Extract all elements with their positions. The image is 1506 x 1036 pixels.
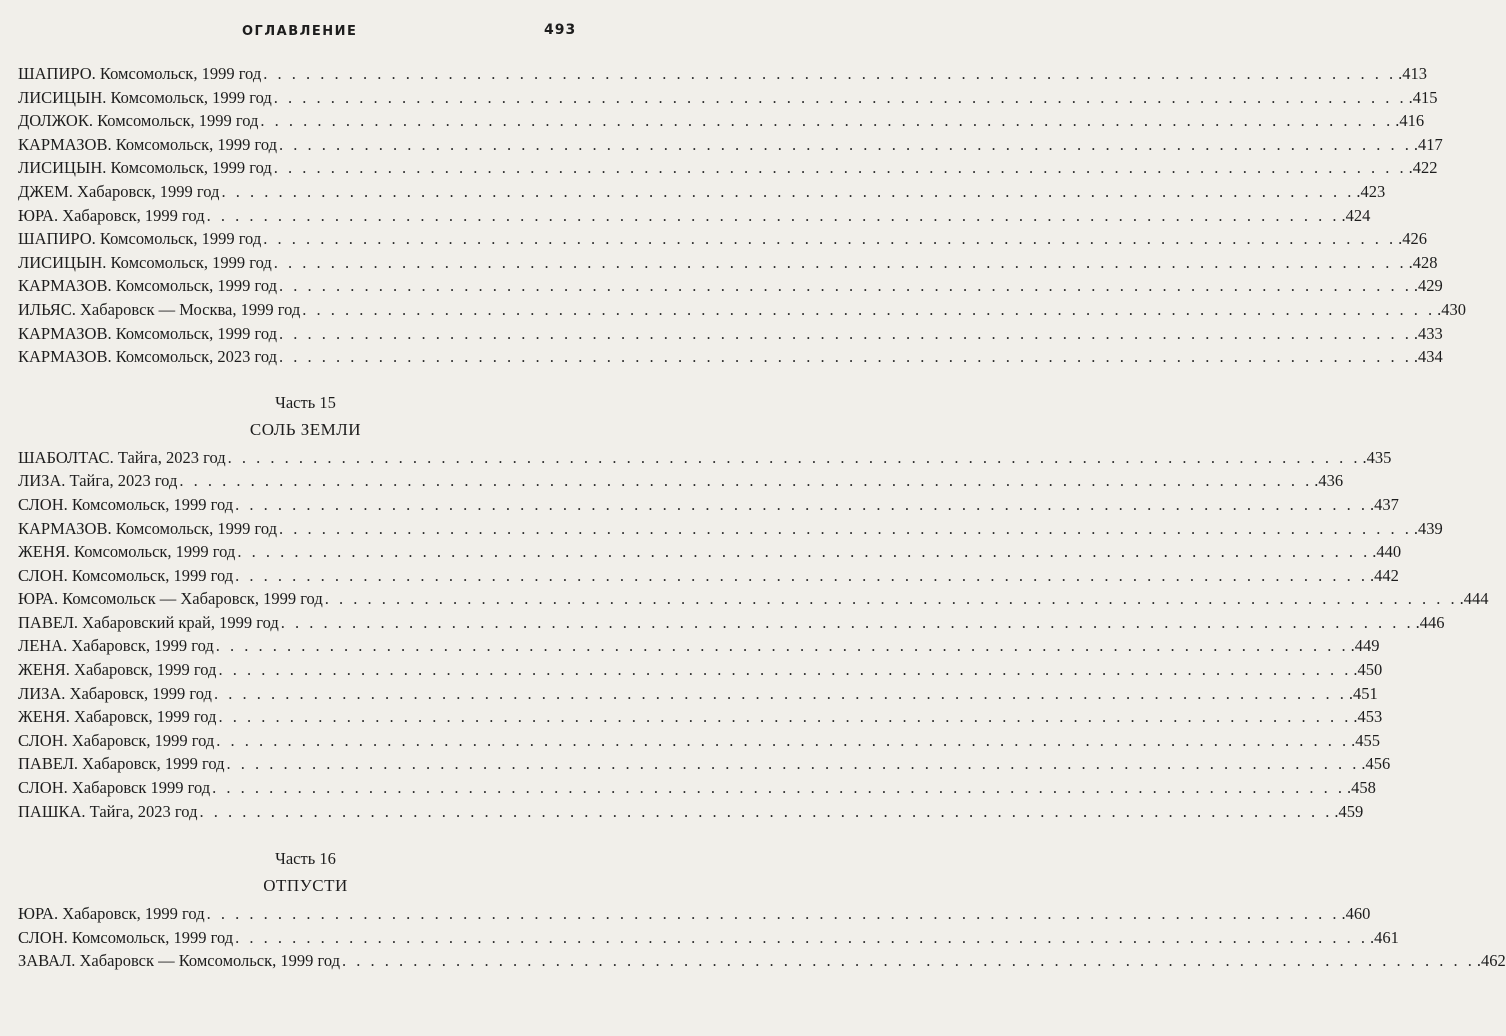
part-16-title: ОТПУСТИ	[263, 876, 348, 896]
toc-entry	[18, 682, 1378, 706]
toc-entry-page: .450	[1353, 660, 1383, 680]
toc-entry	[18, 156, 1438, 180]
toc-entry-title: ПАШКА. Тайга, 2023 год	[18, 801, 198, 821]
toc-entry-title: ЖЕНЯ. Хабаровск, 1999 год	[18, 707, 217, 727]
toc-entry-title: ЛИСИЦЫН. Комсомольск, 1999 год	[18, 158, 272, 178]
toc-entry-page: .460	[1341, 904, 1371, 924]
toc-leader-dots: . . . . . . . . . . . . . . . . . . . . . . . . . . . . . . . . . . . . . . . . . . . . . . . . . . . . . . . . . . . . . . . . . . . . . . . . . . . . . . . .	[213, 683, 1347, 703]
toc-entry-page: .429	[1413, 276, 1443, 296]
toc-entry-page: .435	[1362, 447, 1392, 467]
toc-entry	[18, 86, 1438, 110]
toc-leader-dots: . . . . . . . . . . . . . . . . . . . . . . . . . . . . . . . . . . . . . . . . . . . . . . . . . . . . . . . . . . . . . . . . . . . . . . . . . . . . . . . .	[206, 205, 1340, 225]
toc-leader-dots: . . . . . . . . . . . . . . . . . . . . . . . . . . . . . . . . . . . . . . . . . . . . . . . . . . . . . . . . . . . . . . . . . . . . . . . . . . . . . . . .	[273, 252, 1407, 272]
toc-entry-title: ШАПИРО. Комсомольск, 1999 год	[18, 229, 262, 249]
toc-entry-page: .446	[1415, 612, 1445, 632]
part-16-label: Часть 16	[275, 849, 336, 869]
toc-entry-title: КАРМАЗОВ. Комсомольск, 1999 год	[18, 276, 278, 296]
toc-entry	[18, 62, 1427, 86]
toc-entry	[18, 634, 1380, 658]
toc-entry	[18, 345, 1443, 369]
toc-entry-page: .439	[1413, 518, 1443, 538]
toc-entry	[18, 298, 1467, 322]
toc-entry-title: СЛОН. Комсомольск, 1999 год	[18, 927, 234, 947]
toc-entry-title: ЛИСИЦЫН. Комсомольск, 1999 год	[18, 252, 272, 272]
toc-leader-dots: . . . . . . . . . . . . . . . . . . . . . . . . . . . . . . . . . . . . . . . . . . . . . . . . . . . . . . . . . . . . . . . . . . . . . . . . . . . . . . . .	[227, 447, 1361, 467]
toc-entry-page: .437	[1370, 494, 1399, 514]
toc-entry-title: СЛОН. Комсомольск, 1999 год	[18, 565, 234, 585]
toc-entry-page: .458	[1347, 778, 1376, 798]
toc-entry-page: .449	[1350, 636, 1380, 656]
toc-entry-title: ШАПИРО. Комсомольск, 1999 год	[18, 64, 262, 83]
toc-leader-dots: . . . . . . . . . . . . . . . . . . . . . . . . . . . . . . . . . . . . . . . . . . . . . . . . . . . . . . . . . . . . . . . . . . . . . . . . . . . . . . . .	[221, 181, 1355, 201]
toc-entry	[18, 517, 1443, 541]
toc-leader-dots: . . . . . . . . . . . . . . . . . . . . . . . . . . . . . . . . . . . . . . . . . . . . . . . . . . . . . . . . . . . . . . . . . . . . . . . . . . . . . . . .	[273, 87, 1407, 107]
toc-entry-page: .434	[1413, 347, 1443, 367]
part-15-title: СОЛЬ ЗЕМЛИ	[249, 419, 362, 439]
toc-entry-title: СЛОН. Хабаровск, 1999 год	[18, 730, 215, 750]
toc-leader-dots: . . . . . . . . . . . . . . . . . . . . . . . . . . . . . . . . . . . . . . . . . . . . . . . . . . . . . . . . . . . . . . . . . . . . . . . . . . . . . . . .	[342, 951, 1475, 971]
toc-leader-dots: . . . . . . . . . . . . . . . . . . . . . . . . . . . . . . . . . . . . . . . . . . . . . . . . . . . . . . . . . . . . . . . . . . . . . . . . . . . . . . . .	[279, 276, 1412, 296]
toc-entry-page: .428	[1408, 252, 1438, 272]
toc-entry-page: .413	[1398, 64, 1427, 83]
toc-entry	[18, 251, 1438, 275]
toc-entry	[18, 204, 1371, 228]
toc-leader-dots: . . . . . . . . . . . . . . . . . . . . . . . . . . . . . . . . . . . . . . . . . . . . . . . . . . . . . . . . . . . . . . . . . . . . . . . . . . . . . . . .	[279, 323, 1412, 343]
toc-leader-dots: . . . . . . . . . . . . . . . . . . . . . . . . . . . . . . . . . . . . . . . . . . . . . . . . . . . . . . . . . . . . . . . . . . . . . . . . . . . . . . . .	[263, 64, 1397, 83]
toc-entry-title: ЖЕНЯ. Комсомольск, 1999 год	[18, 542, 236, 562]
toc-leader-dots: . . . . . . . . . . . . . . . . . . . . . . . . . . . . . . . . . . . . . . . . . . . . . . . . . . . . . . . . . . . . . . . . . . . . . . . . . . . . . . . .	[216, 730, 1350, 750]
toc-entry	[18, 274, 1443, 298]
toc-leader-dots: . . . . . . . . . . . . . . . . . . . . . . . . . . . . . . . . . . . . . . . . . . . . . . . . . . . . . . . . . . . . . . . . . . . . . . . . . . . . . . . .	[199, 801, 1333, 821]
toc-leader-dots: . . . . . . . . . . . . . . . . . . . . . . . . . . . . . . . . . . . . . . . . . . . . . . . . . . . . . . . . . . . . . . . . . . . . . . . . . . . . . . . .	[218, 707, 1352, 727]
toc-leader-dots: . . . . . . . . . . . . . . . . . . . . . . . . . . . . . . . . . . . . . . . . . . . . . . . . . . . . . . . . . . . . . . . . . . . . . . . . . . . . . . . .	[235, 565, 1369, 585]
toc-leader-dots: . . . . . . . . . . . . . . . . . . . . . . . . . . . . . . . . . . . . . . . . . . . . . . . . . . . . . . . . . . . . . . . . . . . . . . . . . . . . . . . .	[206, 904, 1340, 924]
toc-leader-dots: . . . . . . . . . . . . . . . . . . . . . . . . . . . . . . . . . . . . . . . . . . . . . . . . . . . . . . . . . . . . . . . . . . . . . . . . . . . . . . . .	[226, 754, 1360, 774]
toc-entry-page: .424	[1341, 205, 1371, 225]
toc-entry	[18, 133, 1443, 157]
toc-leader-dots: . . . . . . . . . . . . . . . . . . . . . . . . . . . . . . . . . . . . . . . . . . . . . . . . . . . . . . . . . . . . . . . . . . . . . . . . . . . . . . . .	[280, 612, 1414, 632]
toc-group-part-15	[18, 446, 1489, 824]
toc-entry	[18, 322, 1443, 346]
toc-entry	[18, 180, 1386, 204]
toc-entry-title: ПАВЕЛ. Хабаровск, 1999 год	[18, 754, 225, 774]
toc-entry-title: ЗАВАЛ. Хабаровск — Комсомольск, 1999 год	[18, 951, 341, 971]
toc-entry-page: .426	[1398, 229, 1427, 249]
toc-entry	[18, 705, 1383, 729]
toc-entry-title: ЮРА. Комсомольск — Хабаровск, 1999 год	[18, 589, 323, 609]
toc-entry	[18, 540, 1402, 564]
toc-entry-title: КАРМАЗОВ. Комсомольск, 1999 год	[18, 518, 278, 538]
toc-leader-dots: . . . . . . . . . . . . . . . . . . . . . . . . . . . . . . . . . . . . . . . . . . . . . . . . . . . . . . . . . . . . . . . . . . . . . . . . . . . . . . . .	[218, 660, 1352, 680]
toc-entry-title: ПАВЕЛ. Хабаровский край, 1999 год	[18, 612, 279, 632]
toc-entry-page: .433	[1413, 323, 1443, 343]
toc-entry	[18, 469, 1344, 493]
toc-entry	[18, 776, 1376, 800]
page-number: 493	[544, 22, 577, 38]
toc-entry	[18, 949, 1506, 973]
toc-entry	[18, 587, 1489, 611]
toc-entry-page: .459	[1334, 801, 1364, 821]
toc-entry-title: СЛОН. Хабаровск 1999 год	[18, 778, 211, 798]
toc-entry	[18, 493, 1399, 517]
toc-leader-dots: . . . . . . . . . . . . . . . . . . . . . . . . . . . . . . . . . . . . . . . . . . . . . . . . . . . . . . . . . . . . . . . . . . . . . . . . . . . . . . . .	[237, 542, 1371, 562]
toc-entry-page: .455	[1351, 730, 1381, 750]
toc-leader-dots: . . . . . . . . . . . . . . . . . . . . . . . . . . . . . . . . . . . . . . . . . . . . . . . . . . . . . . . . . . . . . . . . . . . . . . . . . . . . . . . .	[235, 494, 1369, 514]
toc-entry-title: КАРМАЗОВ. Комсомольск, 1999 год	[18, 323, 278, 343]
toc-leader-dots: . . . . . . . . . . . . . . . . . . . . . . . . . . . . . . . . . . . . . . . . . . . . . . . . . . . . . . . . . . . . . . . . . . . . . . . . . . . . . . . .	[235, 927, 1369, 947]
toc-entry	[18, 611, 1445, 635]
toc-leader-dots: . . . . . . . . . . . . . . . . . . . . . . . . . . . . . . . . . . . . . . . . . . . . . . . . . . . . . . . . . . . . . . . . . . . . . . . . . . . . . . . .	[273, 158, 1407, 178]
toc-entry-page: .415	[1408, 87, 1438, 107]
toc-entry-page: .442	[1370, 565, 1399, 585]
toc-leader-dots: . . . . . . . . . . . . . . . . . . . . . . . . . . . . . . . . . . . . . . . . . . . . . . . . . . . . . . . . . . . . . . . . . . . . . . . . . . . . . . . .	[263, 229, 1397, 249]
toc-leader-dots: . . . . . . . . . . . . . . . . . . . . . . . . . . . . . . . . . . . . . . . . . . . . . . . . . . . . . . . . . . . . . . . . . . . . . . . . . . . . . . . .	[179, 471, 1313, 491]
toc-entry-page: .462	[1476, 951, 1506, 971]
toc-entry-title: ЛИЗА. Тайга, 2023 год	[18, 471, 178, 491]
toc-leader-dots: . . . . . . . . . . . . . . . . . . . . . . . . . . . . . . . . . . . . . . . . . . . . . . . . . . . . . . . . . . . . . . . . . . . . . . . . . . . . . . . .	[302, 299, 1436, 319]
toc-entry-page: .453	[1353, 707, 1383, 727]
toc-entry-title: ЮРА. Хабаровск, 1999 год	[18, 205, 205, 225]
toc-entry-page: .456	[1361, 754, 1391, 774]
toc-entry-title: КАРМАЗОВ. Комсомольск, 2023 год	[18, 347, 278, 367]
toc-entry	[18, 800, 1364, 824]
part-15-label: Часть 15	[275, 392, 336, 412]
running-head: ОГЛАВЛЕНИЕ	[242, 24, 358, 39]
toc-entry-page: .461	[1370, 927, 1399, 947]
toc-entry	[18, 109, 1425, 133]
toc-entry-page: .430	[1437, 299, 1467, 319]
toc-entry-title: ДЖЕМ. Хабаровск, 1999 год	[18, 181, 220, 201]
toc-entry-title: СЛОН. Комсомольск, 1999 год	[18, 494, 234, 514]
toc-group-previous-part	[18, 62, 1467, 369]
toc-group-part-16	[18, 902, 1506, 973]
toc-entry-title: ЖЕНЯ. Хабаровск, 1999 год	[18, 660, 217, 680]
toc-entry-title: КАРМАЗОВ. Комсомольск, 1999 год	[18, 134, 278, 154]
toc-entry-title: ДОЛЖОК. Комсомольск, 1999 год	[18, 111, 259, 131]
toc-leader-dots: . . . . . . . . . . . . . . . . . . . . . . . . . . . . . . . . . . . . . . . . . . . . . . . . . . . . . . . . . . . . . . . . . . . . . . . . . . . . . . . .	[279, 134, 1412, 154]
toc-entry-title: ЮРА. Хабаровск, 1999 год	[18, 904, 205, 924]
toc-entry-title: ЛИЗА. Хабаровск, 1999 год	[18, 683, 212, 703]
toc-entry-title: ЛЕНА. Хабаровск, 1999 год	[18, 636, 214, 656]
toc-entry-title: ЛИСИЦЫН. Комсомольск, 1999 год	[18, 87, 272, 107]
toc-entry	[18, 729, 1381, 753]
toc-entry	[18, 564, 1399, 588]
toc-entry	[18, 752, 1391, 776]
toc-entry	[18, 446, 1392, 470]
toc-leader-dots: . . . . . . . . . . . . . . . . . . . . . . . . . . . . . . . . . . . . . . . . . . . . . . . . . . . . . . . . . . . . . . . . . . . . . . . . . . . . . . . .	[260, 111, 1394, 131]
toc-leader-dots: . . . . . . . . . . . . . . . . . . . . . . . . . . . . . . . . . . . . . . . . . . . . . . . . . . . . . . . . . . . . . . . . . . . . . . . . . . . . . . . .	[215, 636, 1349, 656]
page-header	[0, 14, 643, 50]
toc-entry-page: .422	[1408, 158, 1438, 178]
toc-leader-dots: . . . . . . . . . . . . . . . . . . . . . . . . . . . . . . . . . . . . . . . . . . . . . . . . . . . . . . . . . . . . . . . . . . . . . . . . . . . . . . . .	[279, 347, 1412, 367]
toc-entry-page: .451	[1348, 683, 1378, 703]
toc-entry	[18, 658, 1383, 682]
table-of-contents	[18, 62, 1506, 973]
toc-entry-page: .417	[1413, 134, 1443, 154]
toc-entry-page: .444	[1459, 589, 1489, 609]
toc-entry-title: ШАБОЛТАС. Тайга, 2023 год	[18, 447, 226, 467]
toc-entry-page: .440	[1372, 542, 1402, 562]
toc-leader-dots: . . . . . . . . . . . . . . . . . . . . . . . . . . . . . . . . . . . . . . . . . . . . . . . . . . . . . . . . . . . . . . . . . . . . . . . . . . . . . . . .	[279, 518, 1412, 538]
toc-entry-page: .416	[1395, 111, 1425, 131]
toc-entry-page: .436	[1314, 471, 1344, 491]
toc-entry-title: ИЛЬЯС. Хабаровск — Москва, 1999 год	[18, 299, 301, 319]
toc-leader-dots: . . . . . . . . . . . . . . . . . . . . . . . . . . . . . . . . . . . . . . . . . . . . . . . . . . . . . . . . . . . . . . . . . . . . . . . . . . . . . . . .	[324, 589, 1458, 609]
toc-entry	[18, 926, 1399, 950]
toc-entry-page: .423	[1356, 181, 1386, 201]
toc-entry	[18, 227, 1427, 251]
toc-leader-dots: . . . . . . . . . . . . . . . . . . . . . . . . . . . . . . . . . . . . . . . . . . . . . . . . . . . . . . . . . . . . . . . . . . . . . . . . . . . . . . . .	[212, 778, 1346, 798]
toc-entry	[18, 902, 1371, 926]
